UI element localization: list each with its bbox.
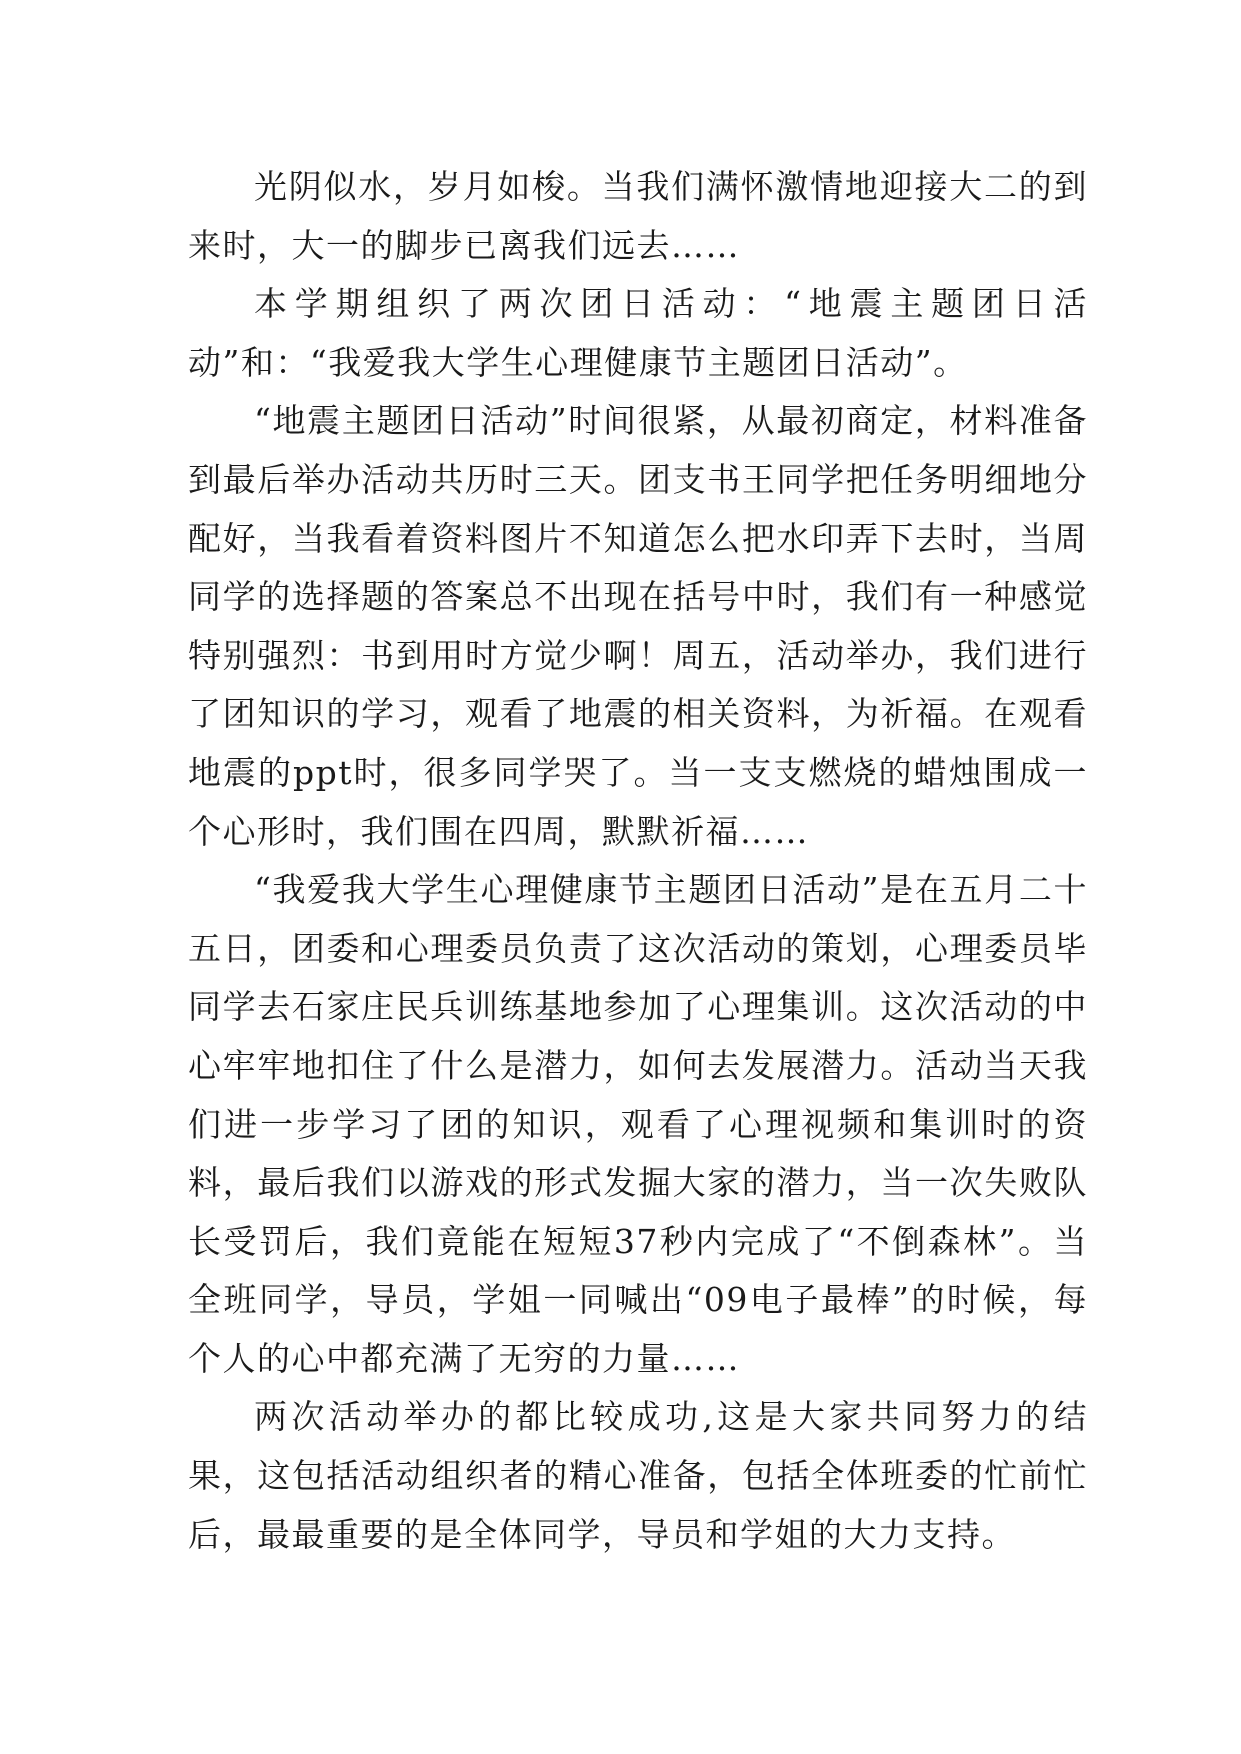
document-body xyxy=(188,158,1088,1564)
paragraph-conclusion: 两次活动举办的都比较成功,这是大家共同努力的结果，这包括活动组织者的精心准备，包括全体班委的忙前忙后，最最重要的是全体同学，导员和学姐的大力支持。 xyxy=(188,1397,1088,1554)
paragraph-intro: 光阴似水，岁月如梭。当我们满怀激情地迎接大二的到来时，大一的脚步已离我们远去…… xyxy=(188,167,1088,265)
paragraph-mental-health-activity: “我爱我大学生心理健康节主题团日活动”是在五月二十五日，团委和心理委员负责了这次活动的策划，心理委员毕同学去石家庄民兵训练基地参加了心理集训。这次活动的中心牢牢地扣住了什么是潜力，如何去发展潜力。活动当天我们进一步学习了团的知识，观看了心理视频和集训时的资料，最后我们以游戏的形式发掘大家的潜力，当一次失败队长受罚后，我们竟能在短短37秒内完成了“不倒森林”。当全班同学，导员，学姐一同喊出“09电子最棒”的时候，每个人的心中都充满了无穷的力量…… xyxy=(188,870,1088,1378)
paragraph-activities-overview: 本学期组织了两次团日活动：“地震主题团日活动”和：“我爱我大学生心理健康节主题团日活动”。 xyxy=(188,284,1088,382)
paragraph-earthquake-activity: “地震主题团日活动”时间很紧，从最初商定，材料准备到最后举办活动共历时三天。团支书王同学把任务明细地分配好，当我看着资料图片不知道怎么把水印弄下去时，当周同学的选择题的答案总不出现在括号中时，我们有一种感觉特别强烈：书到用时方觉少啊！周五，活动举办，我们进行了团知识的学习，观看了地震的相关资料，为祈福。在观看地震的ppt时，很多同学哭了。当一支支燃烧的蜡烛围成一个心形时，我们围在四周，默默祈福…… xyxy=(188,401,1088,851)
